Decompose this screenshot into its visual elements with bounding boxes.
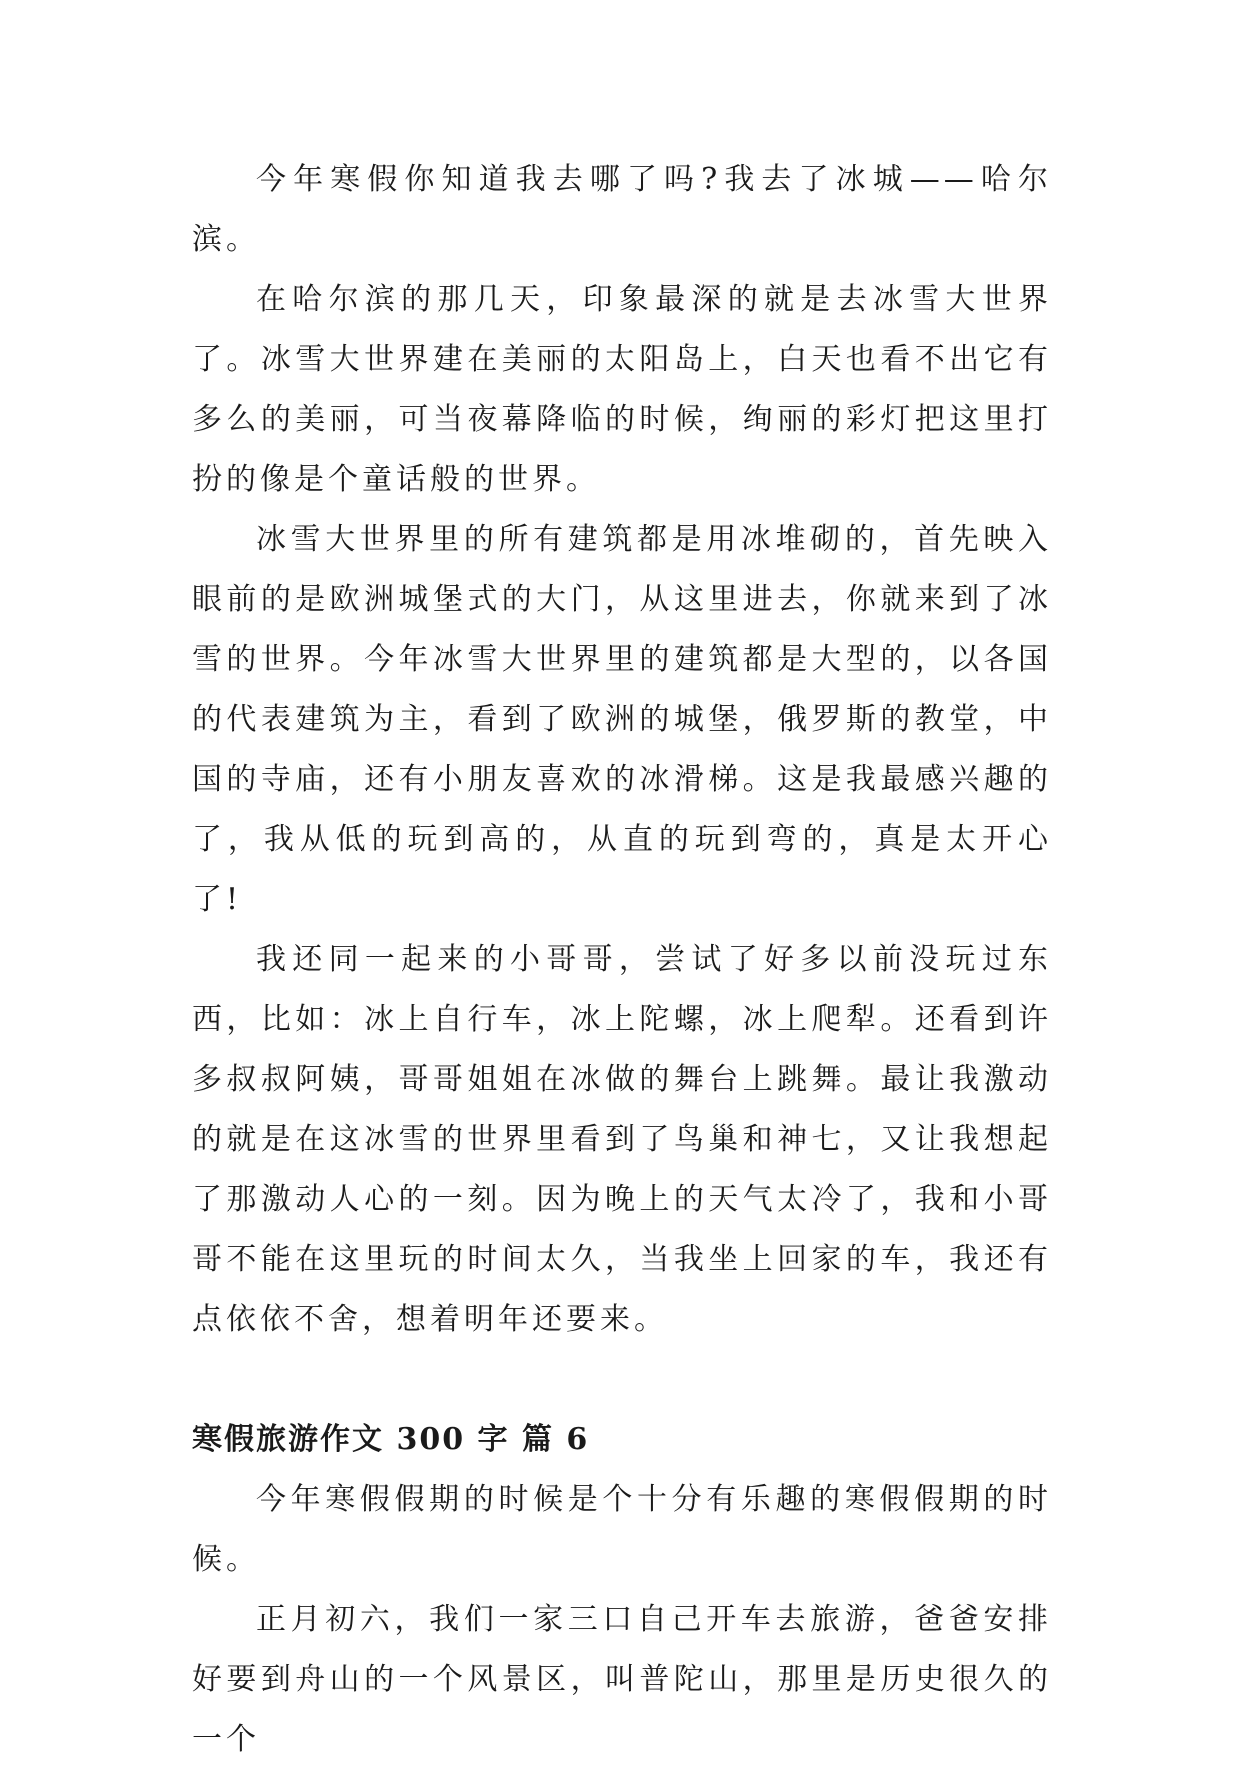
paragraph: 今年寒假假期的时候是个十分有乐趣的寒假假期的时候。: [192, 1482, 1052, 1577]
paragraph: 我还同一起来的小哥哥，尝试了好多以前没玩过东西，比如：冰上自行车，冰上陀螺，冰上爬犁。还看到许多叔叔阿姨，哥哥姐姐在冰做的舞台上跳舞。最让我激动的就是在这冰雪的世界里看到了鸟巢和神七，又让我想起了那激动人心的一刻。因为晚上的天气太冷了，我和小哥哥不能在这里玩的时间太久，当我坐上回家的车，我还有点依依不舍，想着明年还要来。: [192, 942, 1052, 1337]
paragraph: 冰雪大世界里的所有建筑都是用冰堆砌的，首先映入眼前的是欧洲城堡式的大门，从这里进去，你就来到了冰雪的世界。今年冰雪大世界里的建筑都是大型的，以各国的代表建筑为主，看到了欧洲的城堡，俄罗斯的教堂，中国的寺庙，还有小朋友喜欢的冰滑梯。这是我最感兴趣的了，我从低的玩到高的，从直的玩到弯的，真是太开心了!: [192, 522, 1052, 917]
paragraph: 正月初六，我们一家三口自己开车去旅游，爸爸安排好要到舟山的一个风景区，叫普陀山，那里是历史很久的一个: [192, 1602, 1052, 1757]
section-heading: 寒假旅游作文 300 字 篇 6: [192, 1422, 590, 1457]
document-body: [192, 150, 1052, 1770]
paragraph: 今年寒假你知道我去哪了吗?我去了冰城——哈尔滨。: [192, 162, 1052, 257]
paragraph: 在哈尔滨的那几天，印象最深的就是去冰雪大世界了。冰雪大世界建在美丽的太阳岛上，白天也看不出它有多么的美丽，可当夜幕降临的时候，绚丽的彩灯把这里打扮的像是个童话般的世界。: [192, 282, 1052, 497]
